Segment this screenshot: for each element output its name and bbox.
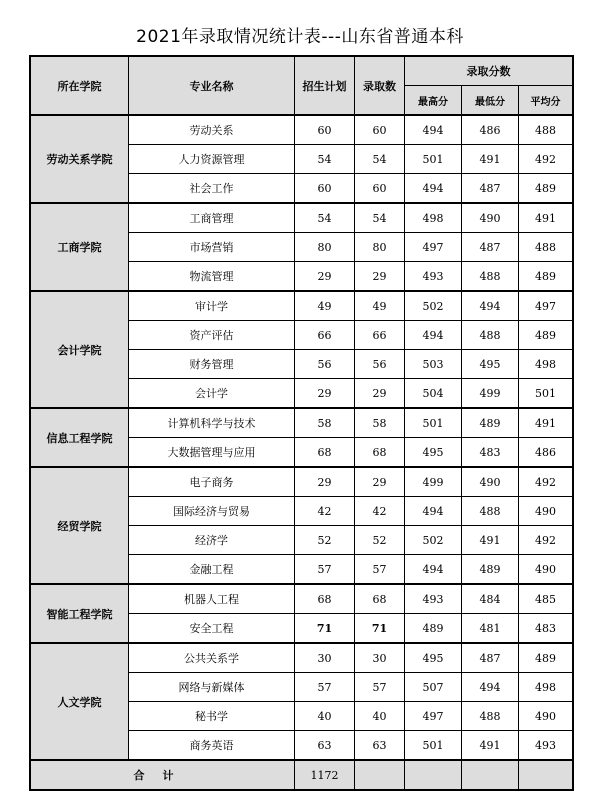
plan-cell: 29 <box>295 379 355 409</box>
admitted-cell: 42 <box>355 497 405 526</box>
college-cell: 会计学院 <box>31 291 129 408</box>
min-score-cell: 481 <box>462 614 519 644</box>
total-row <box>31 760 573 790</box>
admitted-cell: 56 <box>355 350 405 379</box>
plan-cell: 54 <box>295 203 355 233</box>
major-cell: 会计学 <box>129 379 295 409</box>
major-cell: 劳动关系 <box>129 115 295 145</box>
max-score-cell: 502 <box>405 291 462 321</box>
admission-table <box>30 56 573 790</box>
table-row <box>31 584 573 614</box>
min-score-cell: 484 <box>462 584 519 614</box>
admitted-cell: 49 <box>355 291 405 321</box>
avg-score-cell: 497 <box>519 291 573 321</box>
min-score-cell: 499 <box>462 379 519 409</box>
table-body <box>31 115 573 790</box>
max-score-cell: 499 <box>405 467 462 497</box>
max-score-cell: 497 <box>405 233 462 262</box>
min-score-cell: 491 <box>462 731 519 761</box>
header-min: 最低分 <box>462 86 519 116</box>
plan-cell: 40 <box>295 702 355 731</box>
min-score-cell: 488 <box>462 321 519 350</box>
admitted-cell: 68 <box>355 438 405 468</box>
max-score-cell: 503 <box>405 350 462 379</box>
admitted-cell: 30 <box>355 643 405 673</box>
avg-score-cell: 490 <box>519 497 573 526</box>
major-cell: 安全工程 <box>129 614 295 644</box>
header-max: 最高分 <box>405 86 462 116</box>
min-score-cell: 490 <box>462 467 519 497</box>
header-major: 专业名称 <box>129 57 295 116</box>
min-score-cell: 494 <box>462 291 519 321</box>
min-score-cell: 488 <box>462 262 519 292</box>
min-score-cell: 489 <box>462 555 519 585</box>
min-score-cell: 487 <box>462 174 519 204</box>
avg-score-cell: 492 <box>519 526 573 555</box>
plan-cell: 57 <box>295 673 355 702</box>
avg-score-cell: 489 <box>519 174 573 204</box>
avg-score-cell: 489 <box>519 321 573 350</box>
plan-cell: 68 <box>295 584 355 614</box>
table-row <box>31 408 573 438</box>
admitted-cell: 57 <box>355 555 405 585</box>
header-plan: 招生计划 <box>295 57 355 116</box>
min-score-cell: 491 <box>462 145 519 174</box>
plan-cell: 29 <box>295 467 355 497</box>
avg-score-cell: 488 <box>519 233 573 262</box>
max-score-cell: 501 <box>405 408 462 438</box>
avg-score-cell: 485 <box>519 584 573 614</box>
total-empty-cell <box>405 760 462 790</box>
max-score-cell: 495 <box>405 643 462 673</box>
max-score-cell: 507 <box>405 673 462 702</box>
major-cell: 机器人工程 <box>129 584 295 614</box>
table-row <box>31 291 573 321</box>
max-score-cell: 494 <box>405 321 462 350</box>
college-cell: 工商学院 <box>31 203 129 291</box>
avg-score-cell: 490 <box>519 702 573 731</box>
min-score-cell: 494 <box>462 673 519 702</box>
min-score-cell: 489 <box>462 408 519 438</box>
header-admitted: 录取数 <box>355 57 405 116</box>
admitted-cell: 40 <box>355 702 405 731</box>
min-score-cell: 491 <box>462 526 519 555</box>
plan-cell: 60 <box>295 115 355 145</box>
plan-cell: 56 <box>295 350 355 379</box>
admitted-cell: 29 <box>355 467 405 497</box>
avg-score-cell: 489 <box>519 262 573 292</box>
plan-cell: 30 <box>295 643 355 673</box>
avg-score-cell: 489 <box>519 643 573 673</box>
major-cell: 经济学 <box>129 526 295 555</box>
major-cell: 人力资源管理 <box>129 145 295 174</box>
max-score-cell: 494 <box>405 555 462 585</box>
college-cell: 智能工程学院 <box>31 584 129 643</box>
avg-score-cell: 493 <box>519 731 573 761</box>
avg-score-cell: 498 <box>519 350 573 379</box>
avg-score-cell: 492 <box>519 145 573 174</box>
header-avg: 平均分 <box>519 86 573 116</box>
admitted-cell: 57 <box>355 673 405 702</box>
min-score-cell: 488 <box>462 702 519 731</box>
total-label: 合计 <box>31 760 295 790</box>
admitted-cell: 63 <box>355 731 405 761</box>
min-score-cell: 490 <box>462 203 519 233</box>
table-row <box>31 203 573 233</box>
major-cell: 公共关系学 <box>129 643 295 673</box>
major-cell: 秘书学 <box>129 702 295 731</box>
avg-score-cell: 491 <box>519 203 573 233</box>
college-cell: 劳动关系学院 <box>31 115 129 203</box>
min-score-cell: 486 <box>462 115 519 145</box>
table-row <box>31 115 573 145</box>
admitted-cell: 54 <box>355 203 405 233</box>
admitted-cell: 80 <box>355 233 405 262</box>
admitted-cell: 71 <box>355 614 405 644</box>
avg-score-cell: 486 <box>519 438 573 468</box>
admitted-cell: 68 <box>355 584 405 614</box>
major-cell: 计算机科学与技术 <box>129 408 295 438</box>
plan-cell: 58 <box>295 408 355 438</box>
plan-cell: 71 <box>295 614 355 644</box>
table-row <box>31 467 573 497</box>
plan-cell: 68 <box>295 438 355 468</box>
max-score-cell: 495 <box>405 438 462 468</box>
max-score-cell: 504 <box>405 379 462 409</box>
total-empty-cell <box>355 760 405 790</box>
plan-cell: 57 <box>295 555 355 585</box>
min-score-cell: 495 <box>462 350 519 379</box>
total-empty-cell <box>462 760 519 790</box>
page-title: 2021年录取情况统计表---山东省普通本科 <box>136 27 464 47</box>
admitted-cell: 54 <box>355 145 405 174</box>
admitted-cell: 58 <box>355 408 405 438</box>
major-cell: 财务管理 <box>129 350 295 379</box>
avg-score-cell: 501 <box>519 379 573 409</box>
total-empty-cell <box>519 760 573 790</box>
college-cell: 人文学院 <box>31 643 129 760</box>
plan-cell: 29 <box>295 262 355 292</box>
max-score-cell: 502 <box>405 526 462 555</box>
max-score-cell: 493 <box>405 584 462 614</box>
major-cell: 金融工程 <box>129 555 295 585</box>
header-scores: 录取分数 <box>405 57 573 86</box>
major-cell: 资产评估 <box>129 321 295 350</box>
max-score-cell: 501 <box>405 731 462 761</box>
avg-score-cell: 498 <box>519 673 573 702</box>
college-cell: 经贸学院 <box>31 467 129 584</box>
major-cell: 物流管理 <box>129 262 295 292</box>
max-score-cell: 494 <box>405 497 462 526</box>
admitted-cell: 60 <box>355 174 405 204</box>
college-cell: 信息工程学院 <box>31 408 129 467</box>
plan-cell: 80 <box>295 233 355 262</box>
major-cell: 大数据管理与应用 <box>129 438 295 468</box>
plan-cell: 66 <box>295 321 355 350</box>
max-score-cell: 497 <box>405 702 462 731</box>
major-cell: 社会工作 <box>129 174 295 204</box>
avg-score-cell: 491 <box>519 408 573 438</box>
max-score-cell: 489 <box>405 614 462 644</box>
major-cell: 国际经济与贸易 <box>129 497 295 526</box>
major-cell: 市场营销 <box>129 233 295 262</box>
plan-cell: 54 <box>295 145 355 174</box>
min-score-cell: 483 <box>462 438 519 468</box>
major-cell: 网络与新媒体 <box>129 673 295 702</box>
major-cell: 商务英语 <box>129 731 295 761</box>
admitted-cell: 29 <box>355 379 405 409</box>
plan-cell: 42 <box>295 497 355 526</box>
max-score-cell: 498 <box>405 203 462 233</box>
max-score-cell: 494 <box>405 174 462 204</box>
plan-cell: 63 <box>295 731 355 761</box>
plan-cell: 49 <box>295 291 355 321</box>
max-score-cell: 501 <box>405 145 462 174</box>
plan-cell: 60 <box>295 174 355 204</box>
avg-score-cell: 483 <box>519 614 573 644</box>
total-value: 1172 <box>295 760 355 790</box>
max-score-cell: 494 <box>405 115 462 145</box>
admitted-cell: 29 <box>355 262 405 292</box>
major-cell: 审计学 <box>129 291 295 321</box>
table-row <box>31 643 573 673</box>
min-score-cell: 487 <box>462 643 519 673</box>
max-score-cell: 493 <box>405 262 462 292</box>
admitted-cell: 52 <box>355 526 405 555</box>
major-cell: 工商管理 <box>129 203 295 233</box>
avg-score-cell: 492 <box>519 467 573 497</box>
admitted-cell: 66 <box>355 321 405 350</box>
avg-score-cell: 488 <box>519 115 573 145</box>
plan-cell: 52 <box>295 526 355 555</box>
avg-score-cell: 490 <box>519 555 573 585</box>
major-cell: 电子商务 <box>129 467 295 497</box>
header-college: 所在学院 <box>31 57 129 116</box>
min-score-cell: 488 <box>462 497 519 526</box>
admitted-cell: 60 <box>355 115 405 145</box>
min-score-cell: 487 <box>462 233 519 262</box>
